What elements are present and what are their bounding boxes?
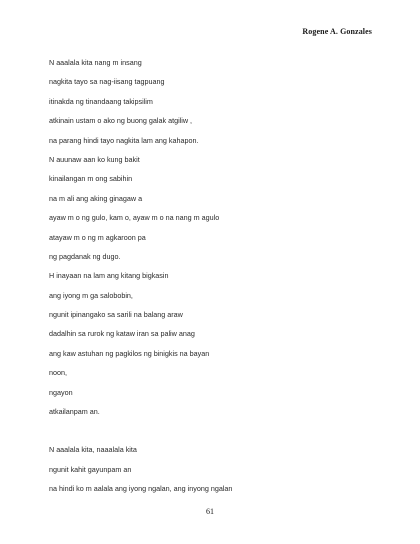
stanza <box>49 445 379 503</box>
poem-line: H inayaan na lam ang kitang bigkasin <box>49 271 169 281</box>
stanza-break <box>49 426 379 445</box>
poem-line: kinailangan m ong sabihin <box>49 174 133 184</box>
poem-line: N auunaw aan ko kung bakit <box>49 154 140 164</box>
page-header-author: Rogene A. Gonzales <box>302 27 372 36</box>
poem-line: atayaw m o ng m agkaroon pa <box>49 232 146 242</box>
poem-line: ayaw m o ng gulo, kam o, ayaw m o na nang m agulo <box>49 213 220 223</box>
page-number: 61 <box>206 507 214 516</box>
poem-line: noon, <box>49 368 67 378</box>
poem-line: N aaalala kita, naaalala kita <box>49 445 137 455</box>
poem-line: ang kaw astuhan ng pagkilos ng binigkis na bayan <box>49 348 210 358</box>
poem-line: dadalhin sa rurok ng kataw iran sa paliw anag <box>49 329 195 339</box>
poem-body <box>49 58 379 504</box>
poem-line: nagkita tayo sa nag-iisang tagpuang <box>49 77 165 87</box>
poem-line: ngayon <box>49 387 73 397</box>
poem-line: ngunit kahit gayunpam an <box>49 464 132 474</box>
poem-line: atkailanpam an. <box>49 407 100 417</box>
poem-line: ang iyong m ga salobobin, <box>49 290 133 300</box>
poem-line: ngunit ipinangako sa sarili na balang araw <box>49 310 183 320</box>
poem-line: na hindi ko m aalala ang iyong ngalan, ang inyong ngalan <box>49 484 233 494</box>
poem-line: N aaalala kita nang m insang <box>49 58 142 67</box>
poem-line: itinakda ng tinandaang takipsilim <box>49 96 153 106</box>
poem-line: na m ali ang aking ginagaw a <box>49 193 143 203</box>
poem-line: atkinain ustam o ako ng buong galak atgiliw , <box>49 116 193 126</box>
stanza <box>49 58 379 426</box>
poem-line: ng pagdanak ng dugo. <box>49 251 121 261</box>
poem-line: na parang hindi tayo nagkita lam ang kahapon. <box>49 135 199 145</box>
